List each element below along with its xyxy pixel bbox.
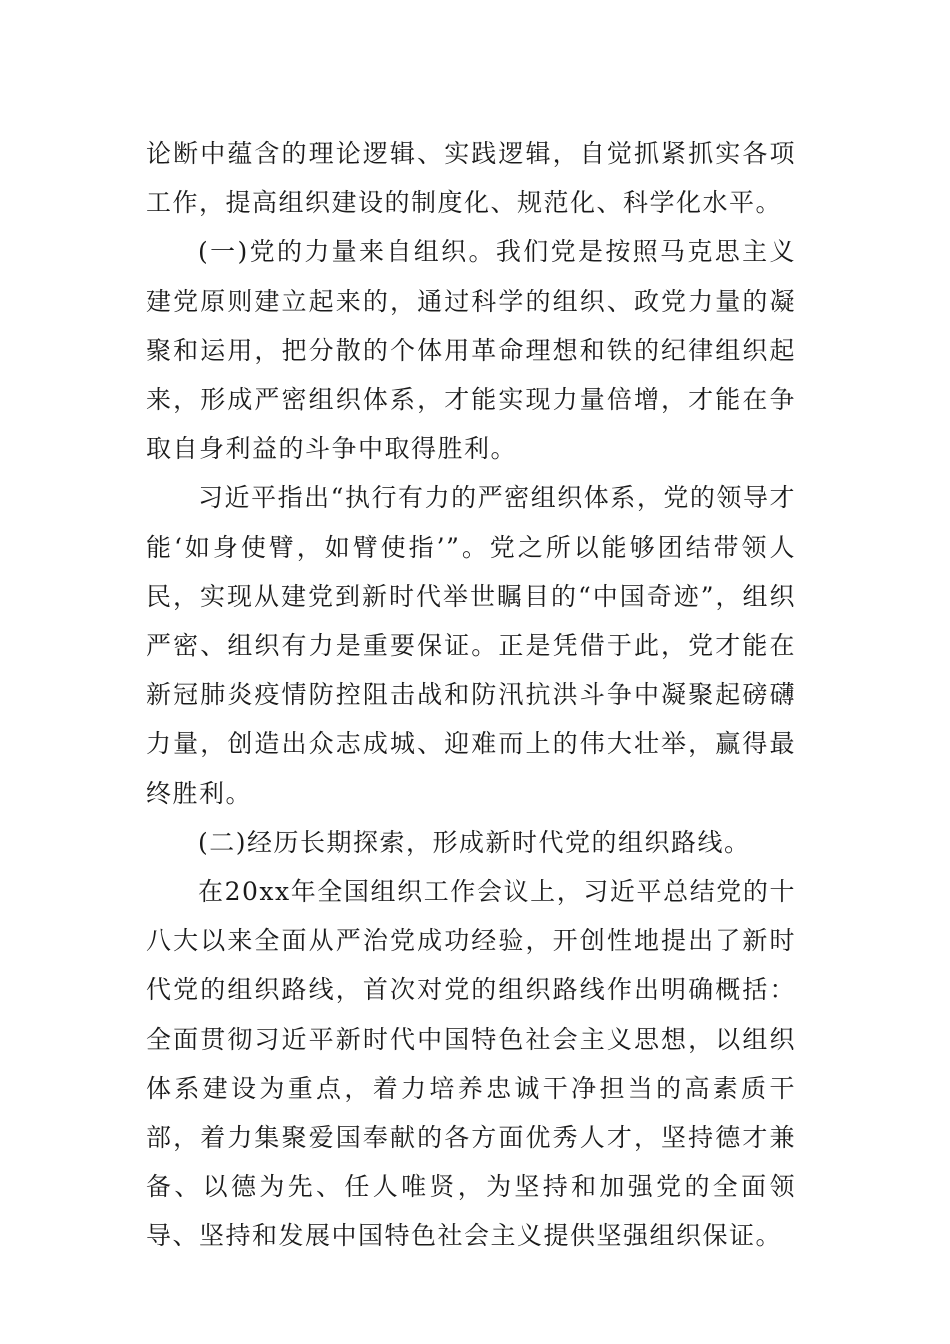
paragraph-section-one: (一)党的力量来自组织。我们党是按照马克思主义建党原则建立起来的，通过科学的组织、政党力量的凝聚和运用，把分散的个体用革命理想和铁的纪律组织起来，形成严密组织体系，才能实现力量倍增，才能在争取自身利益的斗争中取得胜利。 [146, 237, 796, 464]
paragraph-organization-line: 在20xx年全国组织工作会议上，习近平总结党的十八大以来全面从严治党成功经验，开创性地提出了新时代党的组织路线，首次对党的组织路线作出明确概括：全面贯彻习近平新时代中国特色社会主义思想，以组织体系建设为重点，着力培养忠诚干净担当的高素质干部，着力集聚爱国奉献的各方面优秀人才，坚持德才兼备、以德为先、任人唯贤，为坚持和加强党的全面领导、坚持和发展中国特色社会主义提供坚强组织保证。 [146, 877, 796, 1251]
paragraph-continuation: 论断中蕴含的理论逻辑、实践逻辑，自觉抓紧抓实各项工作，提高组织建设的制度化、规范化、科学化水平。 [146, 139, 796, 218]
paragraph-quote: 习近平指出“执行有力的严密组织体系，党的领导才能‘如身使臂，如臂使指’”。党之所以能够团结带领人民，实现从建党到新时代举世瞩目的“中国奇迹”，组织严密、组织有力是重要保证。正是凭借于此，党才能在新冠肺炎疫情防控阻击战和防汛抗洪斗争中凝聚起磅礴力量，创造出众志成城、迎难而上的伟大壮举，赢得最终胜利。 [146, 483, 796, 808]
document-body [146, 129, 796, 1261]
paragraph-section-two-heading: (二)经历长期探索，形成新时代党的组织路线。 [198, 827, 751, 857]
